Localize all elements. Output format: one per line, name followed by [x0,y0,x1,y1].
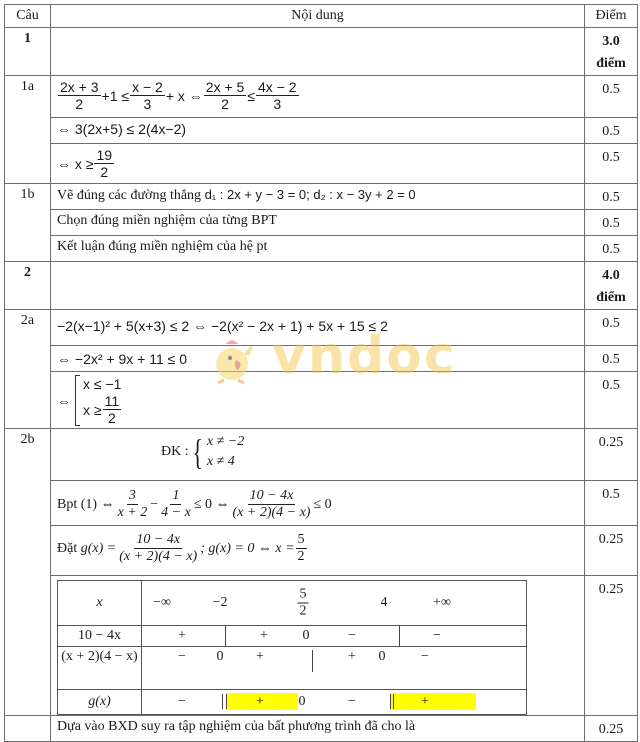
q2b-step-3-score: 0.25 [585,526,638,576]
question-1-label: 1 [5,28,51,76]
q1a-step-1-expression: $\frac{2x + 3}{2}$ +1 ≤ $\frac{x - 2}{3}$ + x ⇔ $\frac{2x + 5}{2}$ ≤ $\frac{4x - 2}{3}$ [60,79,297,112]
q1b-step-3-text: Kết luận đúng miền nghiệm của hệ pt [51,236,585,262]
question-2-score: 4.0 điểm [585,262,638,310]
q1b-step-1-text: Vẽ đúng các đường thẳng [57,188,202,203]
sign-table-x-row: x −∞ −2 $\frac{5}{2}$ 4 +∞ [58,581,527,626]
q2b-conclusion-score: 0.25 [585,716,638,742]
q1b-step-2-text: Chọn đúng miền nghiệm của từng BPT [51,210,585,236]
highlight-interval-2 [390,693,476,710]
q2b-step-1 [5,429,638,481]
q2a-step-2-expression: ⇔ −2x² + 9x + 11 ≤ 0 [51,346,585,372]
q1b-step-3-score: 0.5 [585,236,638,262]
q2b-step-2-expression: Bpt (1) ⇔ $\frac{3}{x + 2}$ − $\frac{1}{4 - x}$ ≤ 0 ⇔ $\frac{10 - 4x}{(x + 2)(4 - x)}$ ≤ 0 [57,488,332,520]
q1a-step-3 [5,144,638,184]
q2b-step-3-expression: Đặt g(x) = $\frac{10 - 4x}{(x + 2)(4 - x)}$ ; g(x) = 0 ⇔ x = $\frac{5}{2}$ [57,532,305,564]
sign-table-row-g: g(x) − + 0 − + [58,690,527,715]
q1a-step-3-score: 0.5 [585,144,638,184]
q1b-step-1-math: d₁ : 2x + y − 3 = 0; d₂ : x − 3y + 2 = 0 [204,187,416,202]
sign-table-row-denominator: (x + 2)(4 − x) − 0 + + 0 − [58,647,527,690]
q2b-step-1-score: 0.25 [585,429,638,481]
sign-table-row-numerator: 10 − 4x + + 0 − − [58,626,527,647]
sign-table [57,580,527,715]
q2b-conclusion-text: Dựa vào BXD suy ra tập nghiệm của bất phương trình đã cho là [51,716,585,742]
q2a-step-2 [5,346,638,372]
vndoc-watermark-text: vndoc [272,326,457,386]
q1b-step-2-score: 0.5 [585,210,638,236]
question-2-label: 2 [5,262,51,310]
q2a-step-3 [5,372,638,429]
header-row [5,5,638,28]
q2a-label: 2a [5,310,51,429]
q1a-step-2-score: 0.5 [585,118,638,144]
sign-table-x-label: x [58,581,142,626]
header-diem: Điểm [585,5,638,28]
q1a-step-1 [5,76,638,118]
question-1-row [5,28,638,76]
q1b-label: 1b [5,184,51,262]
q2a-step-3-expression: ⇔ x ≤ −1 x ≥ $\frac{11}{2}$ [57,376,122,426]
sign-table-score: 0.25 [585,576,638,716]
q1a-step-1-score: 0.5 [585,76,638,118]
q2b-step-2-score: 0.5 [585,481,638,526]
q2b-sign-table-row [5,576,638,716]
q2b-condition: ĐK : { x ≠ −2 x ≠ 4 [161,432,245,472]
q2b-conclusion [5,716,638,742]
q2b-step-2 [5,481,638,526]
q1b-step-2 [5,210,638,236]
answer-key-table [4,4,638,742]
q2a-step-3-score: 0.5 [585,372,638,429]
question-1-score: 3.0 điểm [585,28,638,76]
q1a-step-2-expression: ⇔ 3(2x+5) ≤ 2(4x−2) [51,118,585,144]
q2a-step-1-expression: −2(x−1)² + 5(x+3) ≤ 2 ⇔ −2(x² − 2x + 1) + 5x + 15 ≤ 2 [51,310,585,346]
header-cau: Câu [5,5,51,28]
q1b-step-1-score: 0.5 [585,184,638,210]
q1a-label: 1a [5,76,51,184]
q1b-step-1 [5,184,638,210]
q2a-step-2-score: 0.5 [585,346,638,372]
q2b-label: 2b [5,429,51,576]
q2b-step-3 [5,526,638,576]
q2a-step-1-score: 0.5 [585,310,638,346]
header-noidung: Nội dung [51,5,585,28]
q1a-step-3-expression: ⇔ x ≥ $\frac{19}{2}$ [57,147,113,180]
q1b-step-3 [5,236,638,262]
q1a-step-2 [5,118,638,144]
q2a-step-1 [5,310,638,346]
question-2-row [5,262,638,310]
